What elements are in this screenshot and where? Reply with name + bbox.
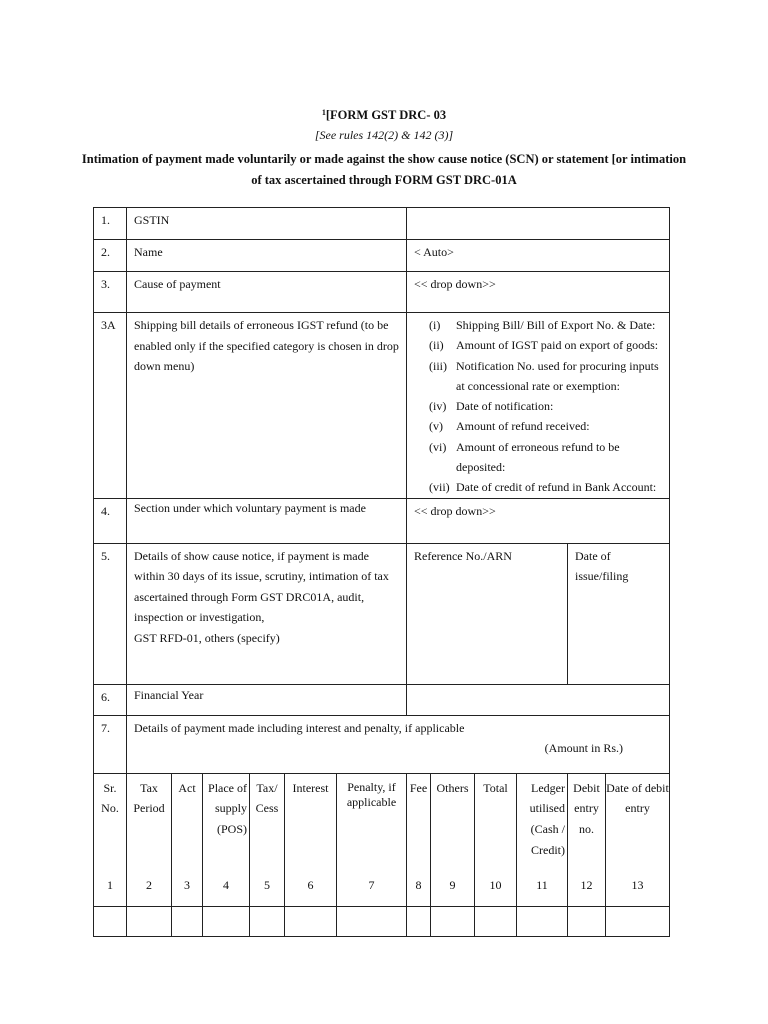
- index-cell: 5: [250, 864, 285, 906]
- entry-cell[interactable]: [250, 906, 285, 936]
- entry-cell[interactable]: [94, 906, 127, 936]
- footnote-mark: 1: [321, 108, 326, 117]
- list-item[interactable]: (ii) Amount of IGST paid on export of goods:: [429, 338, 659, 353]
- list-item[interactable]: (i) Shipping Bill/ Bill of Export No. & Date:: [429, 318, 656, 332]
- row-number: 3A: [94, 313, 127, 499]
- header-total: Total: [475, 773, 517, 864]
- entry-cell[interactable]: [568, 906, 606, 936]
- header-ledger: Ledger utilised (Cash / Credit): [517, 773, 568, 864]
- index-cell: 10: [475, 864, 517, 906]
- index-cell: 9: [431, 864, 475, 906]
- gstin-value[interactable]: [407, 208, 670, 240]
- row-number: 3.: [94, 272, 127, 313]
- list-item[interactable]: (vii) Date of credit of refund in Bank Account:: [429, 480, 657, 495]
- list-item[interactable]: (iv) Date of notification:: [429, 399, 554, 414]
- header-tax-period: Tax Period: [127, 773, 172, 864]
- form-subtitle: [See rules 142(2) & 142 (3)]: [314, 128, 454, 142]
- list-item[interactable]: (v) Amount of refund received:: [429, 419, 590, 434]
- header-date-debit-entry: Date of debit entry: [606, 773, 670, 864]
- header-tax-cess: Tax/ Cess: [250, 773, 285, 864]
- name-label: Name: [127, 240, 407, 272]
- name-value[interactable]: < Auto>: [407, 240, 670, 272]
- row-number: 2.: [94, 240, 127, 272]
- financial-year-value[interactable]: [407, 684, 670, 715]
- form-intro: Intimation of payment made voluntarily or made against the show cause notice (SCN) or statement [or intimation of tax ascertained through FORM GST DRC-01A: [81, 152, 687, 187]
- entry-cell[interactable]: [517, 906, 568, 936]
- entry-cell[interactable]: [606, 906, 670, 936]
- entry-cell[interactable]: [475, 906, 517, 936]
- index-cell: 4: [203, 864, 250, 906]
- row-number: 4.: [94, 498, 127, 543]
- index-cell: 3: [172, 864, 203, 906]
- form-title: $^1$[FORM GST DRC- 03: [321, 108, 447, 122]
- reference-no-field[interactable]: Reference No./ARN: [407, 543, 568, 684]
- payment-header-row: [94, 773, 670, 864]
- shipping-bill-label: Shipping bill details of erroneous IGST refund (to be enabled only if the specified category is chosen in drop down menu): [127, 313, 407, 499]
- entry-cell[interactable]: [172, 906, 203, 936]
- entry-cell[interactable]: [285, 906, 337, 936]
- shipping-bill-details: [407, 313, 670, 499]
- header-place-of-supply: Place of supply (POS): [203, 773, 250, 864]
- index-cell: 11: [517, 864, 568, 906]
- financial-year-label: Financial Year: [127, 684, 407, 715]
- row-number: 1.: [94, 208, 127, 240]
- index-cell: 1: [94, 864, 127, 906]
- scn-label: Details of show cause notice, if payment is made within 30 days of its issue, scrutiny, intimation of tax ascertained through Form GST DRC01A, audit, inspection or investigation, GST RFD-01, others (specify): [127, 543, 407, 684]
- header-sr-no: Sr. No.: [94, 773, 127, 864]
- index-cell: 2: [127, 864, 172, 906]
- section-label: Section under which voluntary payment is made: [127, 498, 407, 543]
- section-dropdown[interactable]: << drop down>>: [407, 498, 670, 543]
- payment-details-label: Details of payment made including interest and penalty, if applicable (Amount in Rs.): [127, 715, 670, 773]
- row-shipping-bill: [94, 313, 670, 499]
- row-number: 7.: [94, 715, 127, 773]
- row-number: 5.: [94, 543, 127, 684]
- header-interest: Interest: [285, 773, 337, 864]
- cause-label: Cause of payment: [127, 272, 407, 313]
- entry-cell[interactable]: [431, 906, 475, 936]
- row-payment-details: [94, 715, 670, 773]
- row-number: 6.: [94, 684, 127, 715]
- form-table: [93, 207, 670, 937]
- entry-cell[interactable]: [203, 906, 250, 936]
- header-others: Others: [431, 773, 475, 864]
- cause-dropdown[interactable]: << drop down>>: [407, 272, 670, 313]
- entry-cell[interactable]: [337, 906, 407, 936]
- list-item[interactable]: (iii) Notification No. used for procuring inputs at concessional rate or exemption:: [429, 358, 659, 393]
- row-section: [94, 498, 670, 543]
- entry-cell[interactable]: [407, 906, 431, 936]
- index-cell: 6: [285, 864, 337, 906]
- gstin-label: GSTIN: [127, 208, 407, 240]
- index-cell: 8: [407, 864, 431, 906]
- index-cell: 12: [568, 864, 606, 906]
- index-cell: 7: [337, 864, 407, 906]
- header-penalty: Penalty, if applicable: [337, 773, 407, 864]
- row-scn-details: [94, 543, 670, 684]
- index-cell: 13: [606, 864, 670, 906]
- row-financial-year: [94, 684, 670, 715]
- header-act: Act: [172, 773, 203, 864]
- header-fee: Fee: [407, 773, 431, 864]
- entry-cell[interactable]: [127, 906, 172, 936]
- row-cause: [94, 272, 670, 313]
- row-name: [94, 240, 670, 272]
- row-gstin: [94, 208, 670, 240]
- date-of-issue-field[interactable]: Date of issue/filing: [568, 543, 670, 684]
- amount-note: (Amount in Rs.): [544, 741, 623, 756]
- payment-entry-row: [94, 906, 670, 936]
- header-debit-entry-no: Debit entry no.: [568, 773, 606, 864]
- list-item[interactable]: (vi) Amount of erroneous refund to be deposited:: [429, 439, 620, 475]
- payment-index-row: [94, 864, 670, 906]
